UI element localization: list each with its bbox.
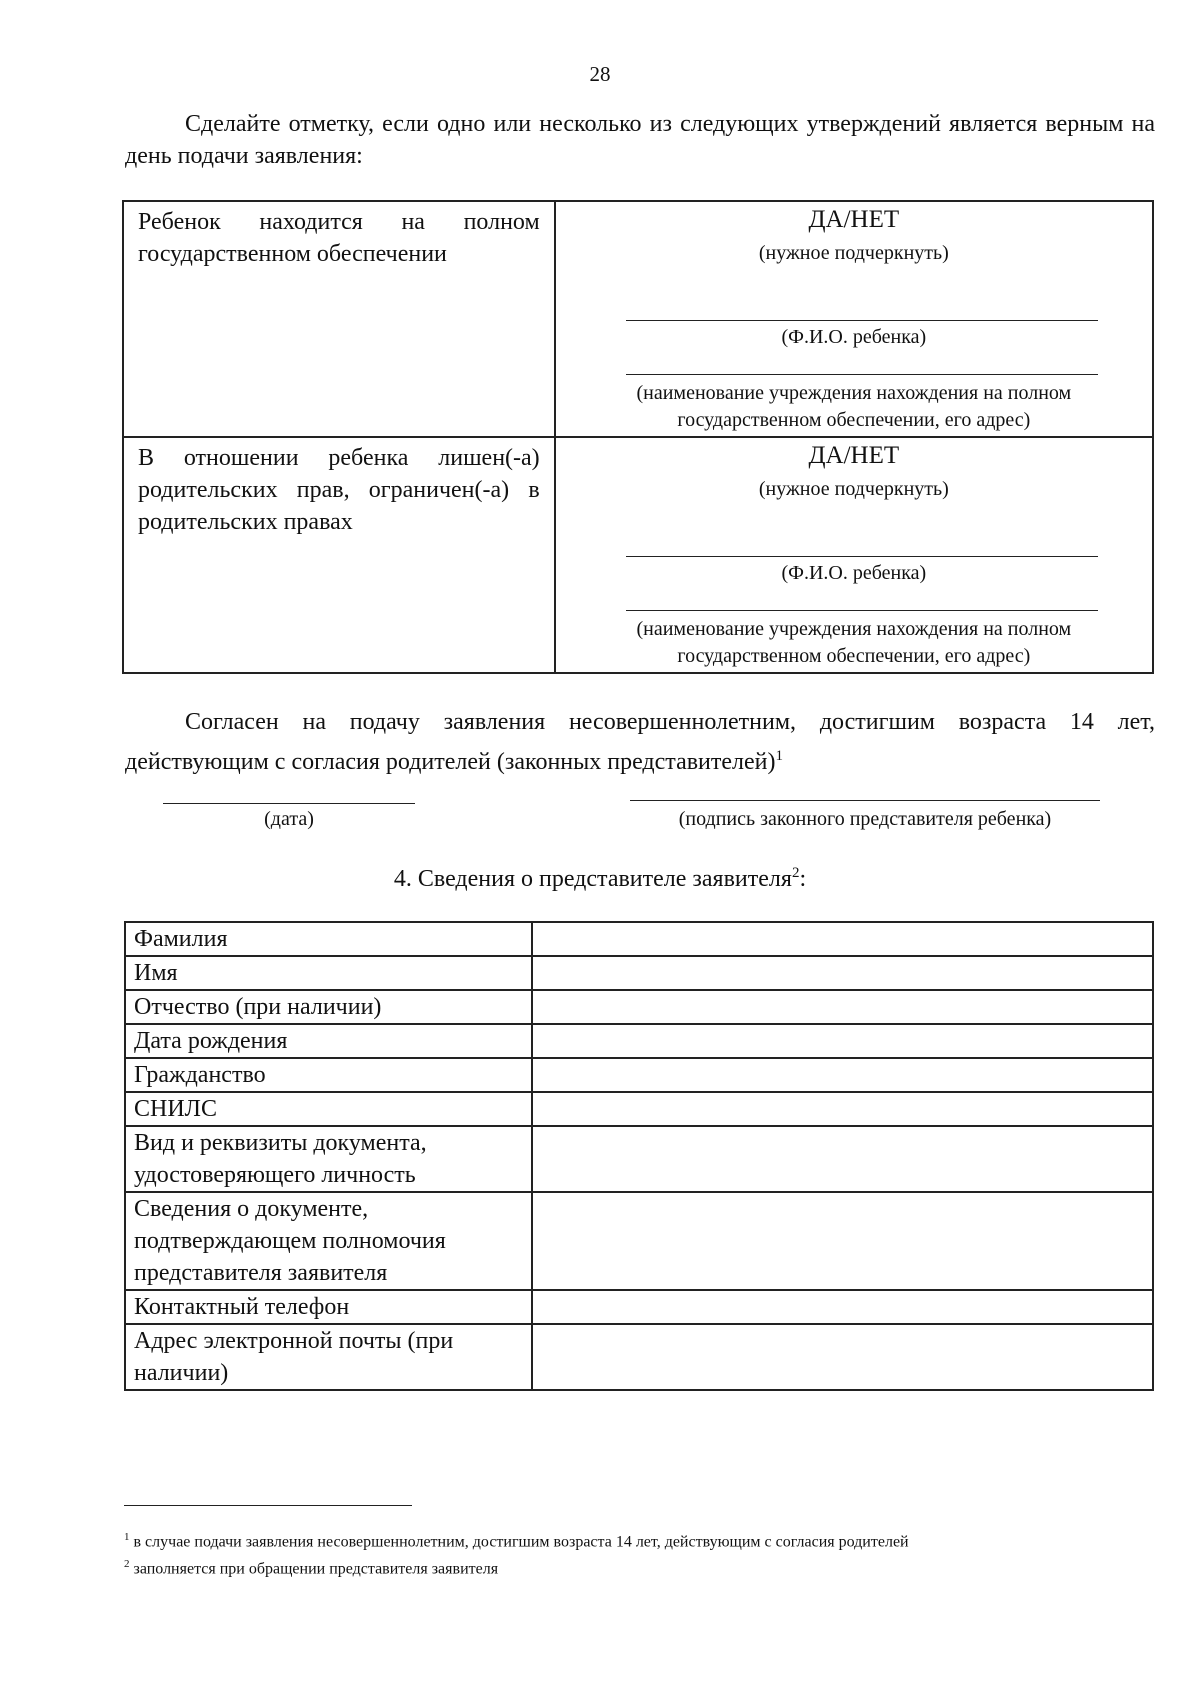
status-question: Ребенок находится на полном государственном обеспечении xyxy=(123,201,555,437)
table-row xyxy=(125,922,1153,956)
field-label: Дата рождения xyxy=(125,1024,532,1058)
date-line[interactable] xyxy=(163,803,415,804)
underline-hint: (нужное подчеркнуть) xyxy=(758,478,949,500)
intro-paragraph: Сделайте отметку, если одно или несколько из следующих утверждений является верным на день подачи заявления: xyxy=(125,111,1155,169)
institution-caption: (наименование учреждения нахождения на полном государственном обеспечении, его адрес) xyxy=(636,618,1072,667)
field-value[interactable] xyxy=(532,1126,1153,1192)
field-label: Контактный телефон xyxy=(125,1290,532,1324)
representative-table xyxy=(124,921,1154,1391)
table-row xyxy=(125,1092,1153,1126)
yes-no-option[interactable]: ДА/НЕТ xyxy=(808,206,900,233)
child-name-line[interactable] xyxy=(626,320,1098,321)
child-name-caption: (Ф.И.О. ребенка) xyxy=(781,326,927,348)
signature-line[interactable] xyxy=(630,800,1100,801)
table-row xyxy=(125,1024,1153,1058)
field-label: Фамилия xyxy=(125,922,532,956)
footnote-2-mark: 2 xyxy=(124,1558,130,1571)
table-row xyxy=(125,1192,1153,1290)
status-row-state-support xyxy=(123,201,1153,437)
table-row xyxy=(125,1058,1153,1092)
status-row-parental-rights xyxy=(123,437,1153,673)
field-value[interactable] xyxy=(532,990,1153,1024)
child-name-line[interactable] xyxy=(626,556,1098,557)
footnote-1-text: в случае подачи заявления несовершеннолетним, достигшим возраста 14 лет, действующим с согласия родителей xyxy=(133,1533,909,1551)
field-value[interactable] xyxy=(532,1024,1153,1058)
field-value[interactable] xyxy=(532,1290,1153,1324)
table-row xyxy=(125,1324,1153,1390)
date-caption: (дата) xyxy=(264,808,314,830)
field-value[interactable] xyxy=(532,1324,1153,1390)
field-value[interactable] xyxy=(532,956,1153,990)
table-row xyxy=(125,956,1153,990)
footnote-1 xyxy=(124,1526,1164,1553)
footnotes xyxy=(124,1526,1164,1581)
footnote-2-text: заполняется при обращении представителя заявителя xyxy=(133,1560,499,1578)
field-label: Отчество (при наличии) xyxy=(125,990,532,1024)
footnote-separator xyxy=(124,1505,412,1506)
section-title xyxy=(0,865,1200,893)
yes-no-option[interactable]: ДА/НЕТ xyxy=(808,442,900,469)
field-value[interactable] xyxy=(532,1092,1153,1126)
footnote-mark-1: 1 xyxy=(775,748,784,764)
status-answer-cell xyxy=(555,201,1153,437)
footnote-2 xyxy=(124,1553,1164,1580)
section-title-text: 4. Сведения о представителе заявителя xyxy=(393,866,792,892)
consent-paragraph xyxy=(125,705,1155,779)
underline-hint: (нужное подчеркнуть) xyxy=(758,242,949,264)
field-label: Имя xyxy=(125,956,532,990)
footnote-mark-2: 2 xyxy=(791,865,800,881)
field-label: Гражданство xyxy=(125,1058,532,1092)
status-table xyxy=(122,200,1154,674)
institution-line[interactable] xyxy=(626,374,1098,375)
field-label: СНИЛС xyxy=(125,1092,532,1126)
table-row xyxy=(125,1126,1153,1192)
child-name-caption: (Ф.И.О. ребенка) xyxy=(781,562,927,584)
section-title-suffix: : xyxy=(799,866,807,892)
table-row xyxy=(125,990,1153,1024)
field-label: Адрес электронной почты (при наличии) xyxy=(125,1324,532,1390)
field-value[interactable] xyxy=(532,1192,1153,1290)
field-label: Сведения о документе, подтверждающем полномочия представителя заявителя xyxy=(125,1192,532,1290)
institution-caption: (наименование учреждения нахождения на полном государственном обеспечении, его адрес) xyxy=(636,382,1072,431)
signature-caption: (подпись законного представителя ребенка) xyxy=(678,808,1052,830)
field-label: Вид и реквизиты документа, удостоверяющего личность xyxy=(125,1126,532,1192)
footnote-1-mark: 1 xyxy=(124,1531,130,1543)
institution-line[interactable] xyxy=(626,610,1098,611)
status-answer-cell xyxy=(555,437,1153,673)
consent-text: Согласен на подачу заявления несовершеннолетним, достигшим возраста 14 лет, действующим с согласия родителей (законных представителей) xyxy=(125,709,1155,775)
table-row xyxy=(125,1290,1153,1324)
page-number: 28 xyxy=(589,62,611,86)
field-value[interactable] xyxy=(532,1058,1153,1092)
field-value[interactable] xyxy=(532,922,1153,956)
status-question: В отношении ребенка лишен(-а) родительских прав, ограничен(-а) в родительских правах xyxy=(123,437,555,673)
